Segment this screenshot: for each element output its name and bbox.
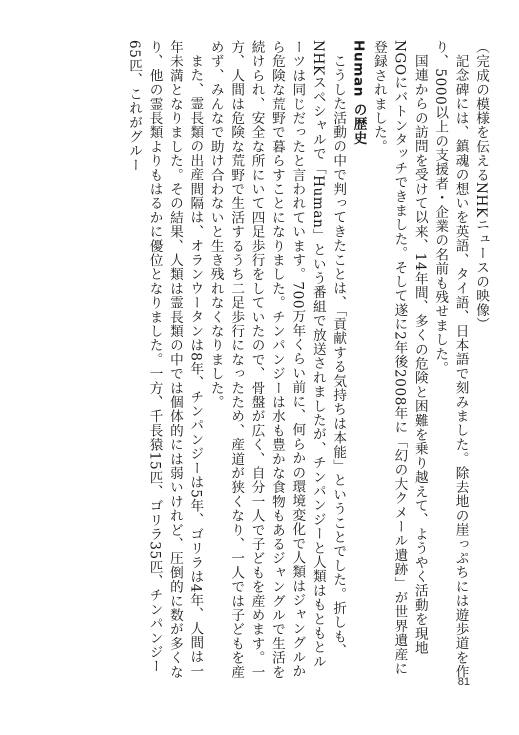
page-number: 81 [457,676,470,688]
paragraph-primate-birth: また、霊長類の出産間隔は、オランウータンは8年、チンパンジーは5年、ゴリラは4年、人間は一年未満となりました。その結果、人類は霊長類の中では個体的には弱いけれど、圧倒的に数が多くなり、他の霊長類よりもはるかに優位となりました。一方、千長猿15匹、ゴリラ35匹、チンパンジー65匹、これがグルー [126,40,204,679]
section-heading: Human の歴史 [350,40,367,146]
vertical-text-block [21,40,491,680]
paragraph-human-history: こうした活動の中で判ってきたことは、「貢献する気持ちは本能」ということでした。折しも、NHKスペシャルで「Human」という番組で放送されましたが、チンパンジーと人類はもともとルーツは同じだったと言われています。700万年くらい前に、何らかの環境変化で人類はジャングルから危険な荒野で暮らすことになりました。チンパンジーは水も豊かな食物もあるジャングルで生活を続けられ、安全な所にいて四足歩行をしていたので、骨盤が広く、自分一人で子どもを産めます。一方、人間は危険な荒野で生活するうち二足歩行になったため、産道が狭くなり、一人では子どもを産めず、みんなで助け合わないと生き残れなくなりました。 [207,40,347,679]
photo-caption: （完成の模様を伝えるNHKニュースの映像） [473,40,489,332]
paragraph-world-heritage: 国連からの訪問を受けて以来、14年間、多くの危険と困難を乗り越えて、ようやく活動を現地NGOにバトンタッチできました。そして遂に2年後2008年に「幻の大クメール遺跡」が世界遺産に登録されました。 [370,40,428,676]
paragraph-memorial: 記念碑には、鎮魂の想いを英語、タイ語、日本語で刻みました。除去地の崖っぷちには遊歩道を作り、5000以上の支援者・企業の名前も残せました。 [432,40,469,679]
